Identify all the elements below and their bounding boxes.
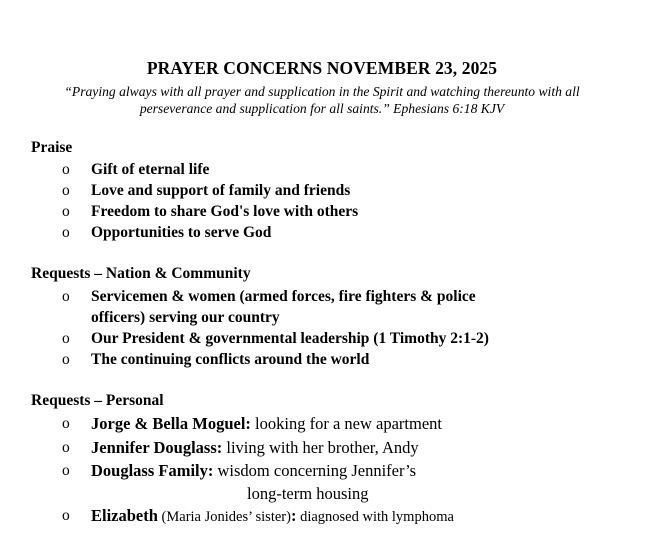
- bullet-icon: o: [62, 224, 70, 241]
- person-name: Elizabeth: [91, 506, 158, 525]
- praise-heading: Praise: [31, 139, 73, 156]
- request-detail: diagnosed with lymphoma: [296, 509, 454, 525]
- bullet-icon: o: [62, 161, 70, 178]
- bullet-icon: o: [62, 288, 70, 305]
- person-name: Douglass Family:: [91, 461, 214, 480]
- scripture-verse: [30, 83, 614, 117]
- nation-item: Our President & governmental leadership (1 Timothy 2:1-2): [91, 330, 489, 347]
- praise-item: Gift of eternal life: [91, 161, 210, 178]
- colon-separator: :: [290, 506, 297, 525]
- praise-item: Love and support of family and friends: [91, 182, 351, 199]
- request-detail-continued: long-term housing: [247, 484, 369, 503]
- nation-heading: Requests – Nation & Community: [31, 265, 251, 282]
- relation-note: (Maria Jonides’ sister): [157, 509, 291, 525]
- bullet-icon: o: [62, 351, 70, 368]
- nation-item: The continuing conflicts around the world: [91, 351, 370, 368]
- praise-item: Freedom to share God's love with others: [91, 203, 359, 220]
- request-detail: living with her brother, Andy: [222, 438, 419, 457]
- person-name: Jennifer Douglass:: [91, 438, 223, 457]
- request-detail: wisdom concerning Jennifer’s: [213, 461, 417, 480]
- bullet-icon: o: [62, 507, 70, 524]
- bullet-icon: o: [62, 462, 70, 479]
- nation-item-line-1: Servicemen & women (armed forces, fire fighters & police: [91, 288, 476, 305]
- document-title: PRAYER CONCERNS NOVEMBER 23, 2025: [146, 58, 498, 78]
- bullet-icon: o: [62, 203, 70, 220]
- praise-item: Opportunities to serve God: [91, 224, 272, 241]
- bullet-icon: o: [62, 415, 70, 432]
- request-detail: looking for a new apartment: [250, 414, 442, 433]
- nation-item-line-2: officers) serving our country: [91, 309, 280, 326]
- personal-item: [91, 505, 454, 528]
- verse-line-1: “Praying always with all prayer and supplication in the Spirit and watching thereunto with all: [64, 84, 580, 99]
- bullet-icon: o: [62, 439, 70, 456]
- personal-heading: Requests – Personal: [31, 392, 164, 409]
- bullet-icon: o: [62, 330, 70, 347]
- person-name: Jorge & Bella Moguel:: [91, 414, 251, 433]
- bullet-icon: o: [62, 182, 70, 199]
- personal-item: [91, 413, 442, 435]
- personal-item: [91, 460, 416, 482]
- personal-item: [91, 437, 419, 459]
- verse-line-2: perseverance and supplication for all saints.” Ephesians 6:18 KJV: [139, 101, 505, 116]
